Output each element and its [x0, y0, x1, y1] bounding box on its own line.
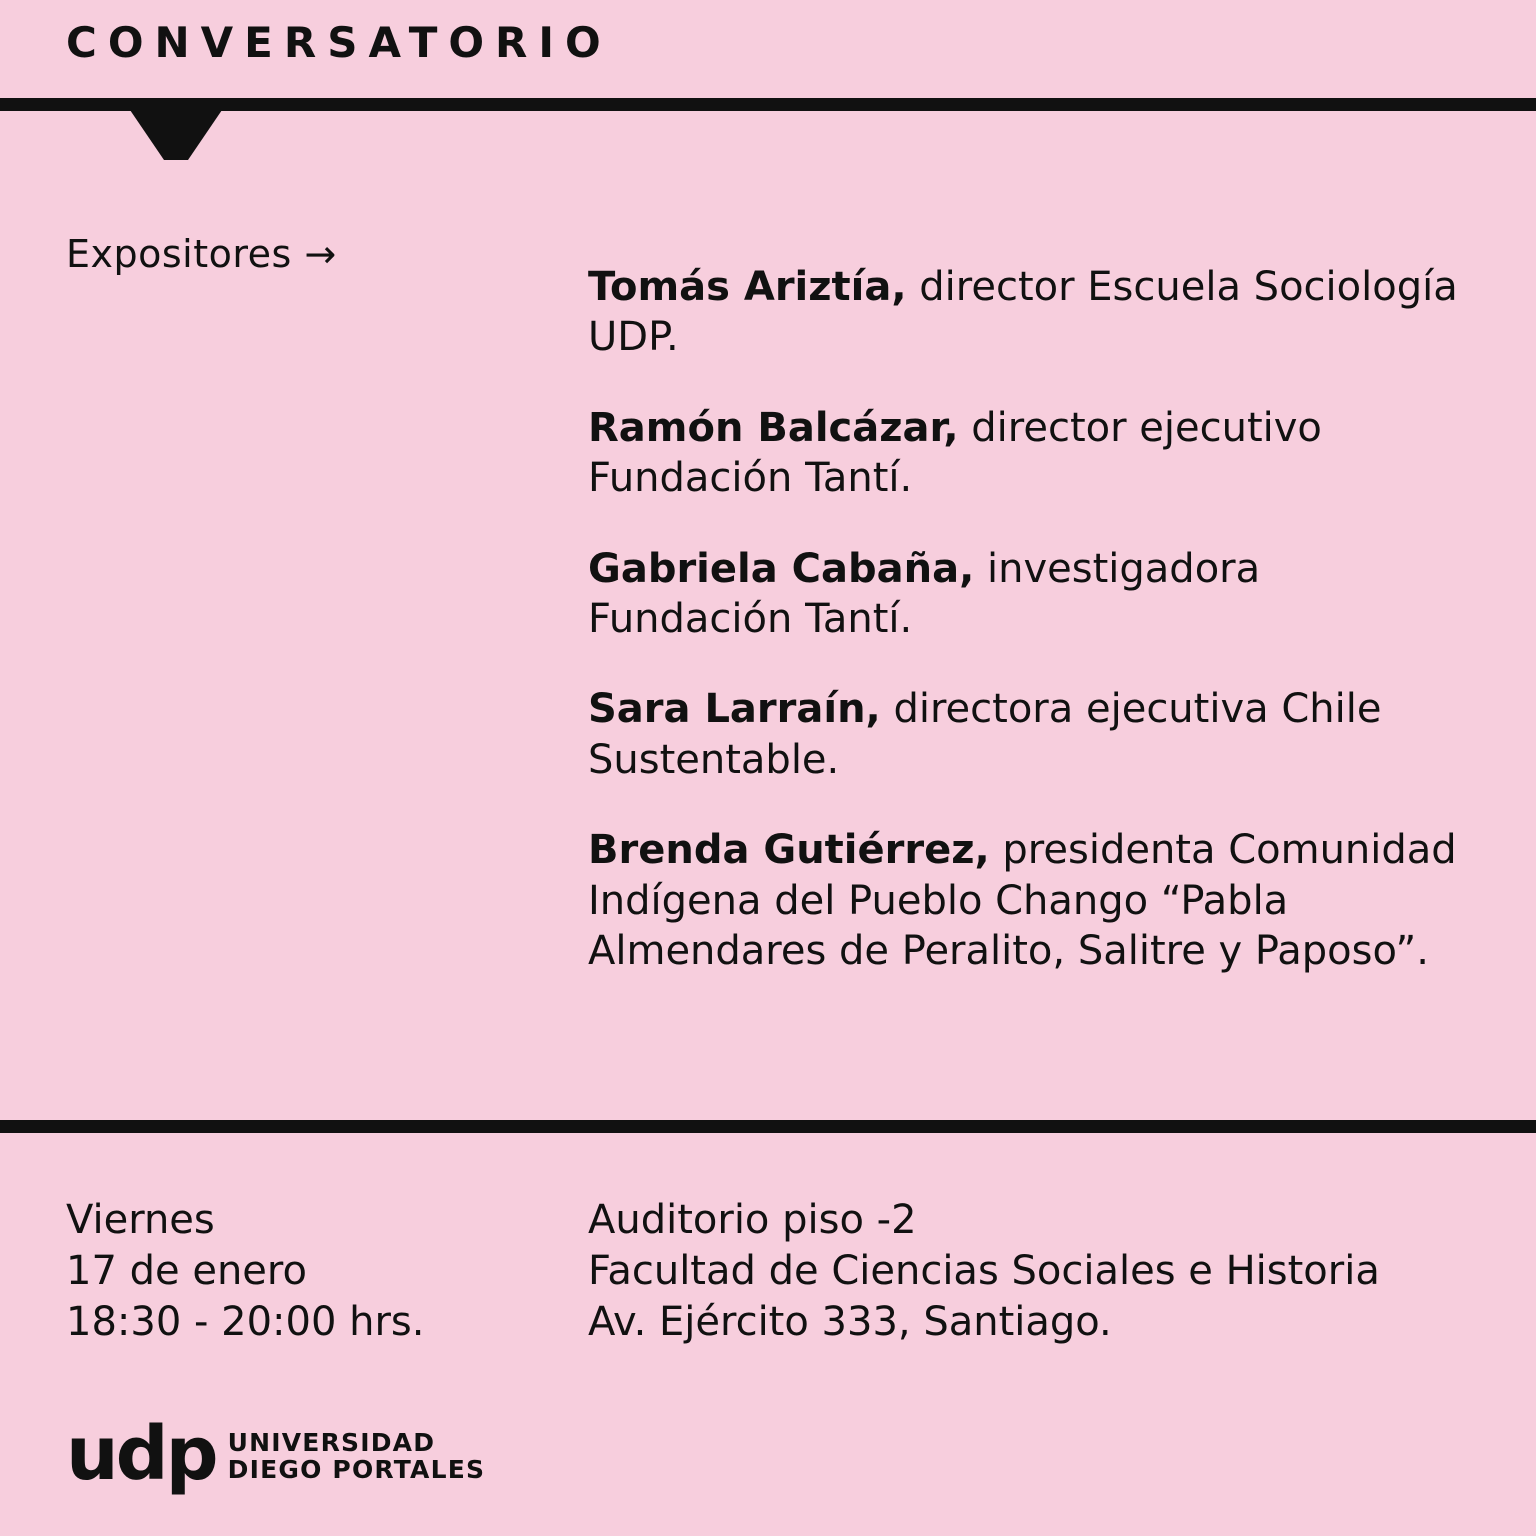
list-item	[588, 403, 1468, 504]
speaker-name: Sara Larraín,	[588, 686, 881, 733]
downward-chevron-icon	[130, 98, 222, 160]
chevron-down-shape	[130, 98, 222, 160]
speaker-name: Tomás Ariztía,	[588, 264, 907, 310]
udp-logo-mark: udp	[66, 1411, 216, 1497]
udp-logo	[66, 1411, 486, 1497]
speaker-role: director Escuela Sociología UDP.	[588, 264, 1458, 361]
speakers-list	[588, 222, 1468, 976]
list-item	[588, 825, 1468, 976]
speaker-role: investigadora Fundación Tantí.	[588, 545, 1261, 642]
event-location	[588, 1195, 1380, 1347]
event-time: 18:30 - 20:00 hrs.	[66, 1298, 425, 1345]
bottom-divider-rule	[0, 1120, 1536, 1133]
list-item	[588, 544, 1468, 645]
speaker-role: presidenta Comunidad Indígena del Pueblo Chango “Pabla Almendares de Peralito, Salitre y Paposo”.	[588, 827, 1457, 974]
top-divider-rule	[0, 98, 1536, 111]
poster-kicker: CONVERSATORIO	[66, 18, 612, 67]
event-datetime	[66, 1195, 424, 1347]
speaker-name: Ramón Balcázar,	[588, 404, 959, 451]
speakers-label: Expositores →	[66, 232, 337, 276]
list-item	[588, 684, 1468, 785]
event-day: Viernes	[66, 1197, 215, 1243]
event-address: Av. Ejército 333, Santiago.	[588, 1298, 1112, 1345]
event-venue: Auditorio piso -2	[588, 1197, 917, 1243]
poster-header	[0, 0, 1536, 128]
speaker-name: Brenda Gutiérrez,	[588, 827, 990, 874]
event-date: 17 de enero	[66, 1247, 307, 1294]
udp-logo-line-2: DIEGO PORTALES	[227, 1455, 486, 1485]
speaker-name: Gabriela Cabaña,	[588, 545, 975, 592]
event-faculty: Facultad de Ciencias Sociales e Historia	[588, 1247, 1380, 1294]
speaker-role: director ejecutivo Fundación Tantí.	[588, 404, 1322, 502]
poster-footer	[0, 1133, 1536, 1536]
list-item	[588, 262, 1468, 363]
udp-logo-wordmark	[228, 1425, 486, 1483]
speaker-role: directora ejecutiva Chile Sustentable.	[588, 686, 1382, 783]
udp-logo-line-1: UNIVERSIDAD	[227, 1428, 436, 1458]
